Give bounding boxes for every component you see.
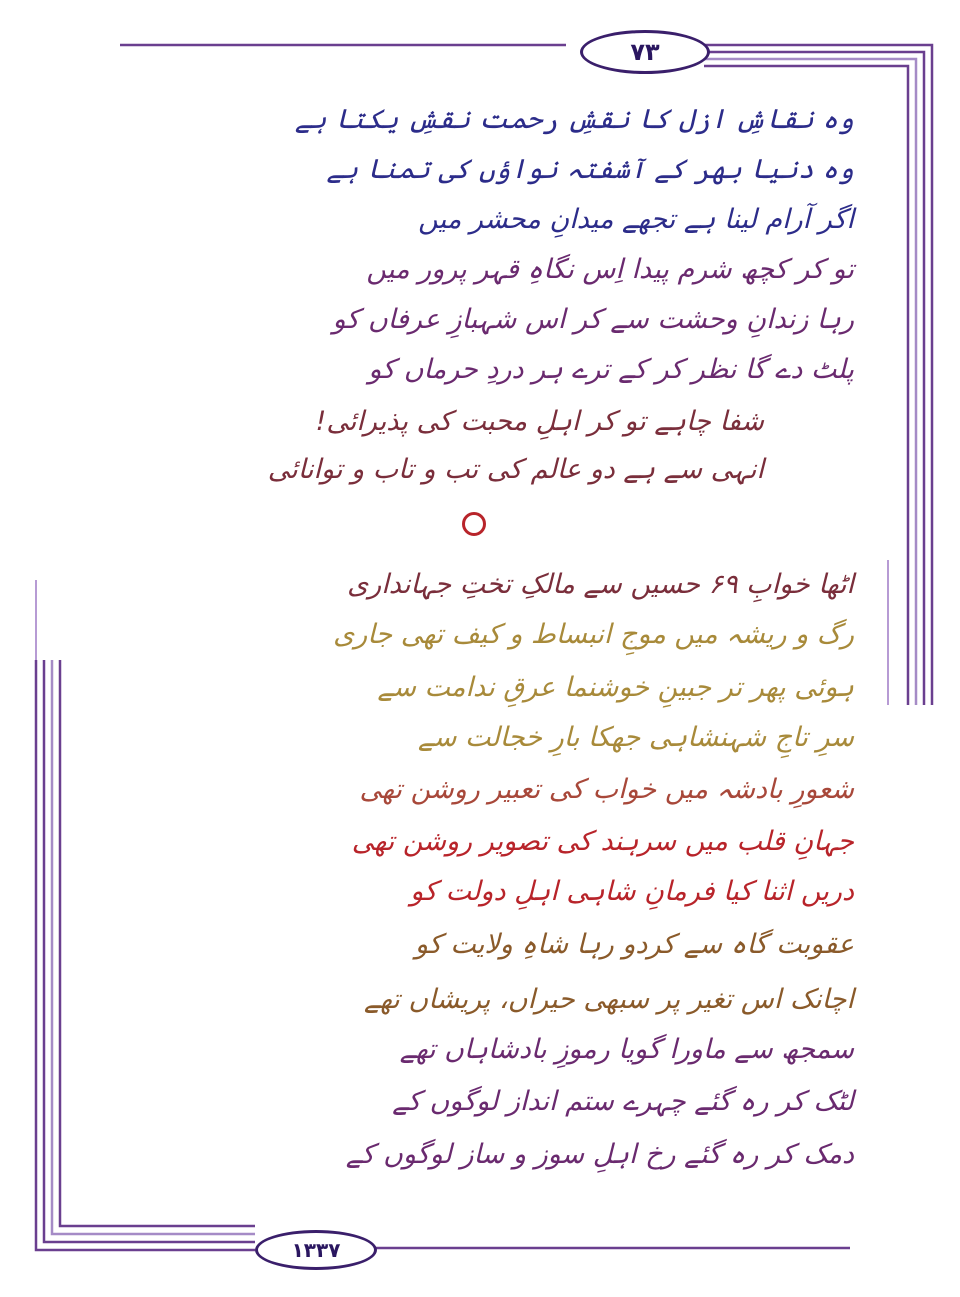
poem-line-2-7: دریں اثنا کیا فرمانِ شاہی اہلِ دولت کو [410, 876, 854, 907]
poem-line-1-1: وہ نقاشِ ازل کا نقشِ رحمت نقشِ یکتا ہے [294, 104, 854, 135]
poem-line-2-11: لٹک کر رہ گئے چہرے ستم انداز لوگوں کے [392, 1086, 854, 1117]
poem-line-1-6: پلٹ دے گا نظر کر کے ترے ہر دردِ حرماں کو [368, 354, 854, 385]
poem-line-1-7: شفا چاہے تو کر اہلِ محبت کی پذیرائی! [315, 406, 764, 437]
poem-line-2-5: شعورِ بادشہ میں خواب کی تعبیر روشن تھی [359, 774, 854, 805]
poem-line-2-2: رگ و ریشہ میں موجِ انبساط و کیف تھی جاری [333, 619, 854, 650]
poem-line-2-1: اٹھا خوابِ ۶۹ حسیں سے مالکِ تختِ جہانداری [347, 569, 854, 600]
poem-line-2-4: سرِ تاجِ شہنشاہی جھکا بارِ خجالت سے [418, 722, 854, 753]
poem-line-1-5: رہا زندانِ وحشت سے کر اس شہبازِ عرفاں کو [332, 304, 854, 335]
poem-line-1-3: اگر آرام لینا ہے تجھے میدانِ محشر میں [418, 204, 854, 235]
page-number: ۷۳ [580, 30, 710, 74]
poem-line-2-12: دمک کر رہ گئے رخ اہلِ سوز و ساز لوگوں کے [345, 1139, 854, 1170]
poem-line-2-3: ہوئی پھر تر جبینِ خوشنما عرقِ ندامت سے [377, 672, 854, 703]
poem-line-2-9: اچانک اس تغیر پر سبھی حیراں، پریشاں تھے [364, 984, 854, 1015]
bottom-page-number: ۱۳۳۷ [255, 1230, 377, 1270]
stanza-separator [462, 512, 486, 536]
poem-line-1-8: انہی سے ہے دو عالم کی تب و تاب و توانائی [267, 454, 764, 485]
poem-line-2-8: عقوبت گاہ سے کردو رہا شاہِ ولایت کو [414, 929, 854, 960]
poem-line-2-6: جہانِ قلب میں سرہند کی تصویر روشن تھی [351, 826, 854, 857]
poem-line-2-10: سمجھ سے ماورا گویا رموزِ بادشاہاں تھے [399, 1034, 854, 1065]
poem-line-1-4: تو کر کچھ شرم پیدا اِس نگاہِ قہر پرور میں [366, 254, 854, 285]
poem-line-1-2: وہ دنیا بھر کے آشفتہ نواؤں کی تمنا ہے [326, 154, 854, 185]
